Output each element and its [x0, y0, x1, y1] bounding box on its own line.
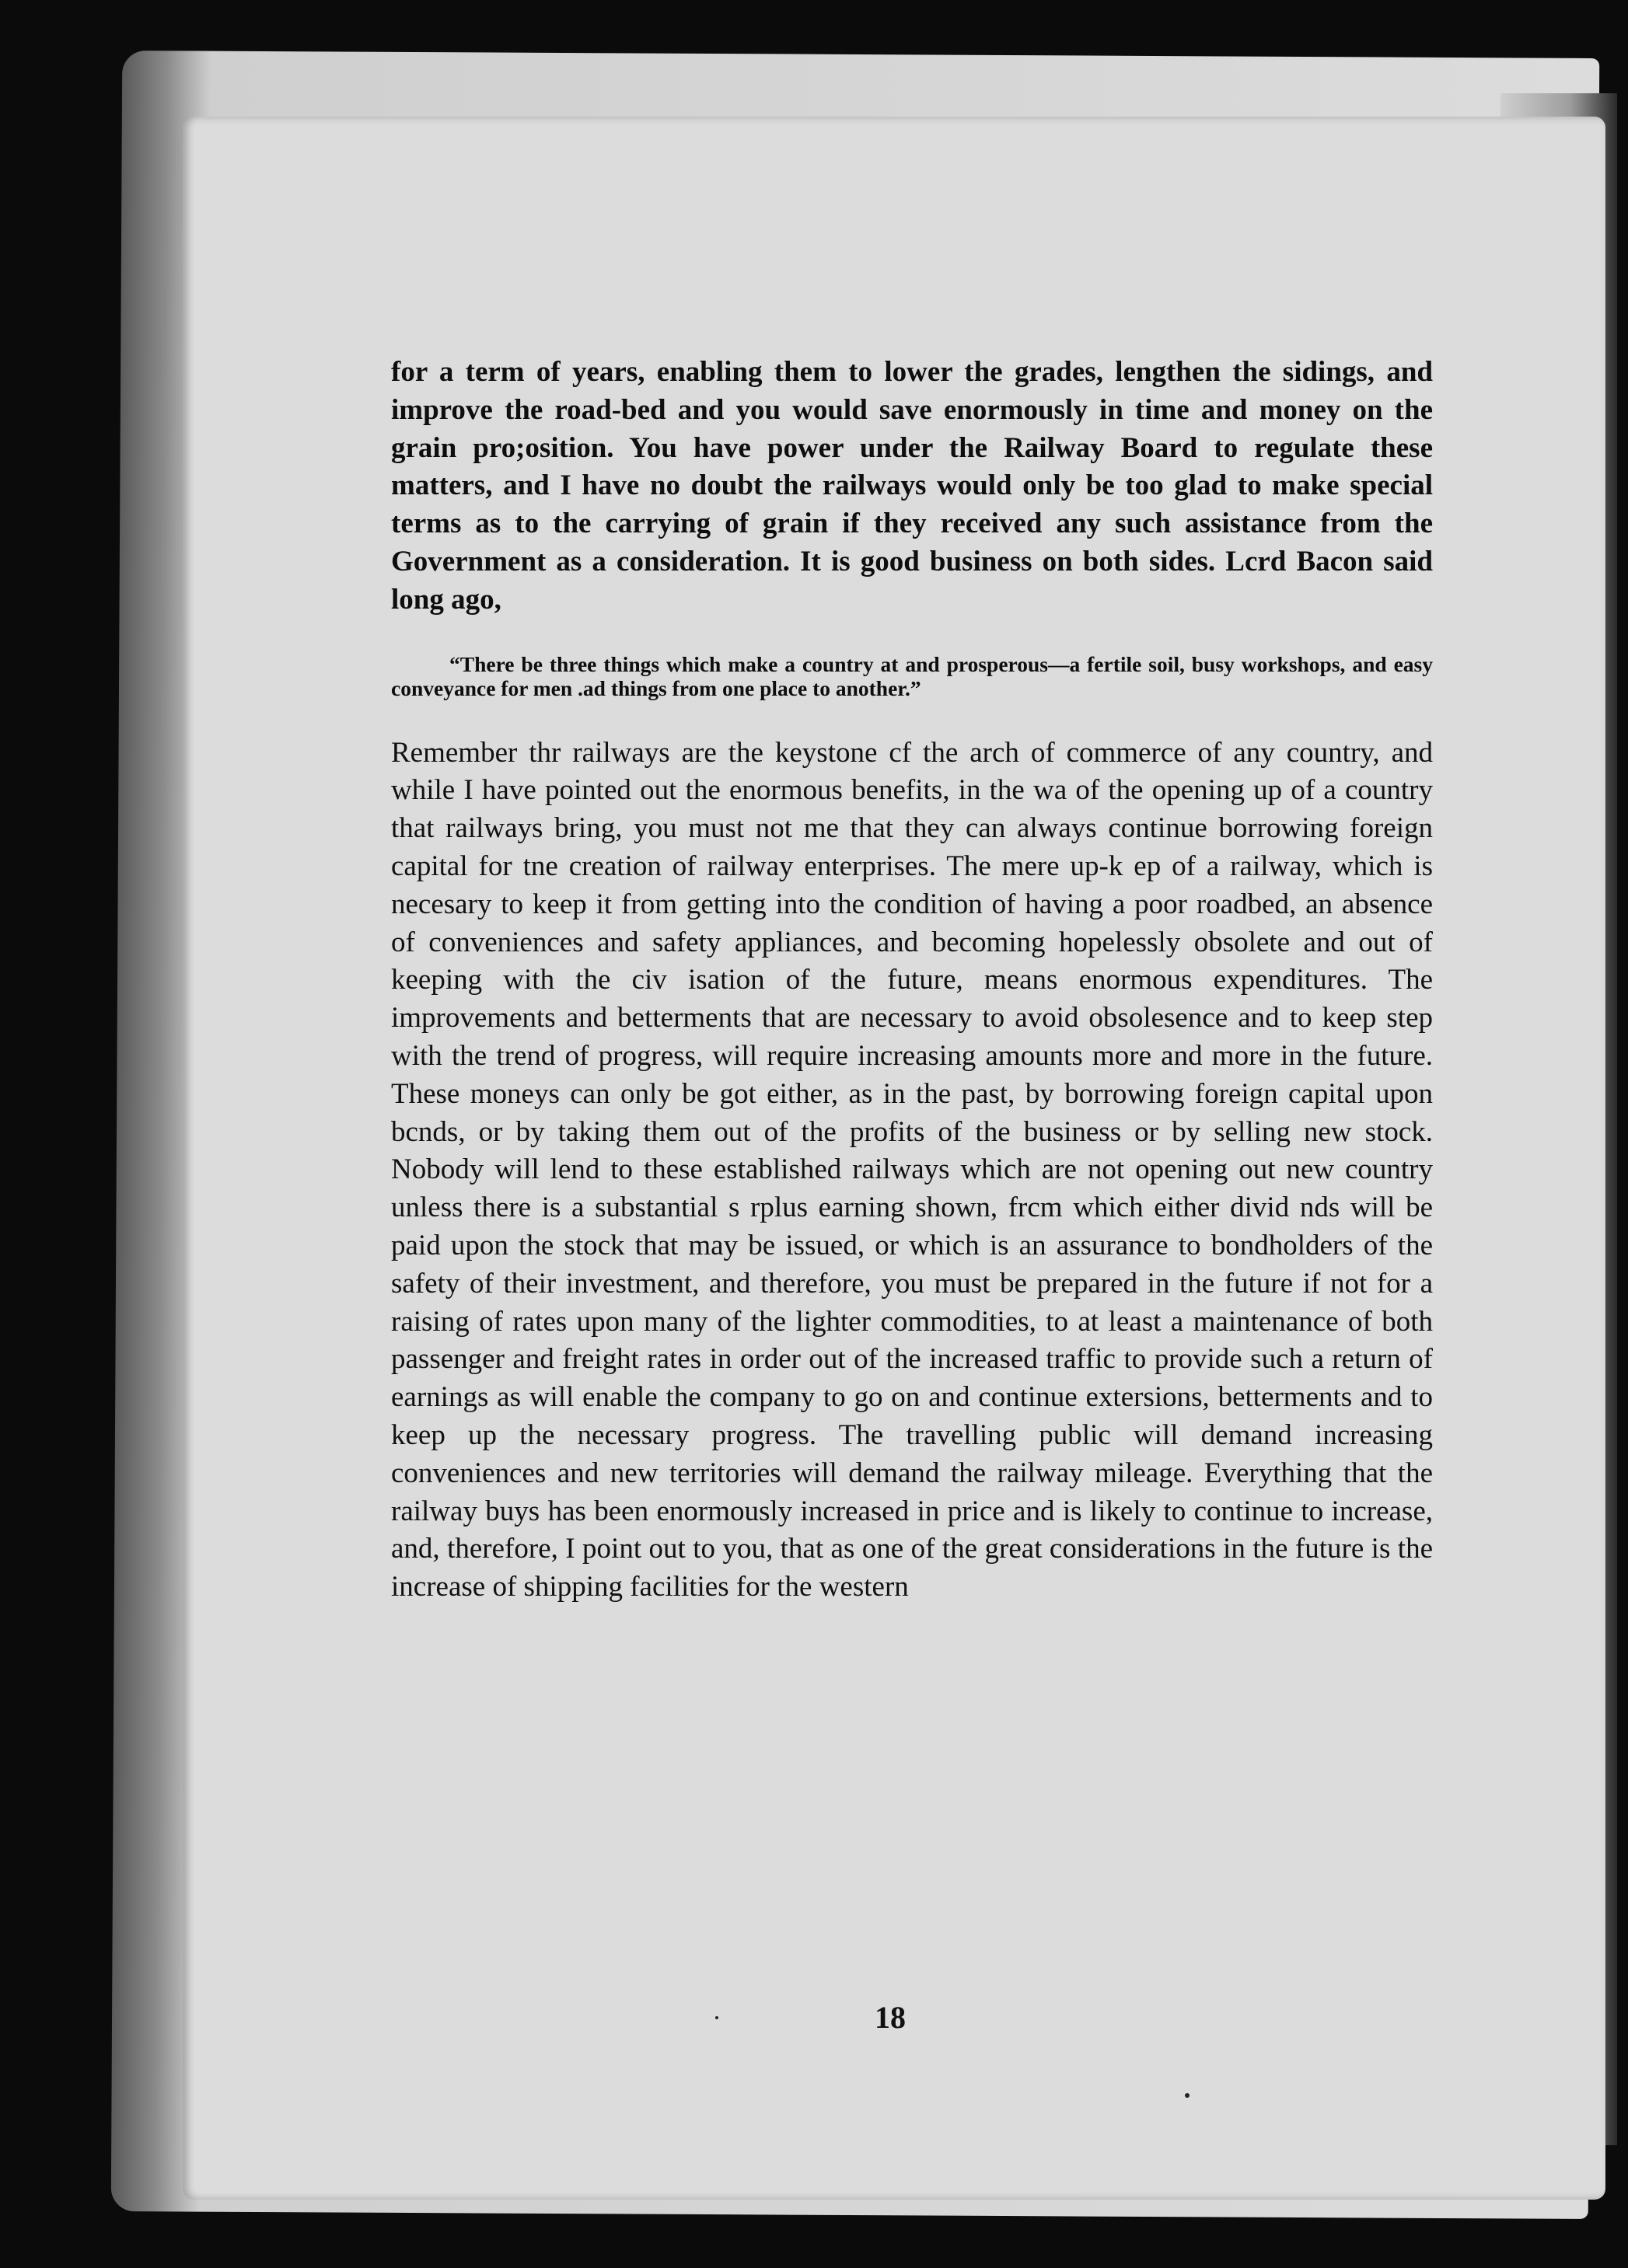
block-quote: “There be three things which make a country at and prosperous—a fertile soil, busy workshops, and easy conveyance for men .ad things from one place to another.” [391, 651, 1433, 700]
paragraph-1: for a term of years, enabling them to lower the grades, lengthen the sidings, and improve the road-bed and you would save enormously in time and money on the grain pro;osition. You have power under the Railway Board to regulate these matters, and I have no doubt the railways would only be too glad to make special terms as to the carrying of grain if they received any such assistance from the Government as a consideration. It is good business on both sides. Lcrd Bacon said long ago, [391, 356, 1433, 616]
ink-speck [715, 2016, 718, 2019]
body-text [391, 354, 1433, 1607]
paragraph-2: Remember thr railways are the keystone cf the arch of commerce of any country, and while I have pointed out the enormous benefits, in the wa of the opening up of a country that railways bring, you must not me that they can always continue borrowing foreign capital for tne creation of railway enterprises. The mere up-k ep of a railway, which is necesary to keep it from getting into the condition of having a poor roadbed, an absence of conveniences and safety appliances, and becoming hopelessly obsolete and out of keeping with the civ isation of the future, means enormous expenditures. The improvements and betterments that are necessary to avoid obsolesence and to keep step with the trend of progress, will require increasing amounts more and more in the future. These moneys can only be got either, as in the past, by borrowing foreign capital upon bcnds, or by taking them out of the profits of the business or by selling new stock. Nobody will lend to these established railways which are not opening out new country unless there is a substantial s rplus earning shown, frcm which either divid nds will be paid upon the stock that may be issued, or which is an assurance to bondholders of the safety of their investment, and therefore, you must be prepared in the future if not for a raising of rates upon many of the lighter commodities, to at least a maintenance of both passenger and freight rates in order out of the increased traffic to provide such a return of earnings as will enable the company to go on and continue extersions, betterments and to keep up the necessary progress. The travelling public will demand increasing conveniences and new territories will demand the railway mileage. Everything that the railway buys has been enormously increased in price and is likely to continue to increase, and, therefore, I point out to you, that as one of the great considerations in the future is the increase of shipping facilities for the western [391, 736, 1433, 1603]
page-number: 18 [875, 2000, 906, 2035]
ink-speck [1185, 2093, 1190, 2098]
